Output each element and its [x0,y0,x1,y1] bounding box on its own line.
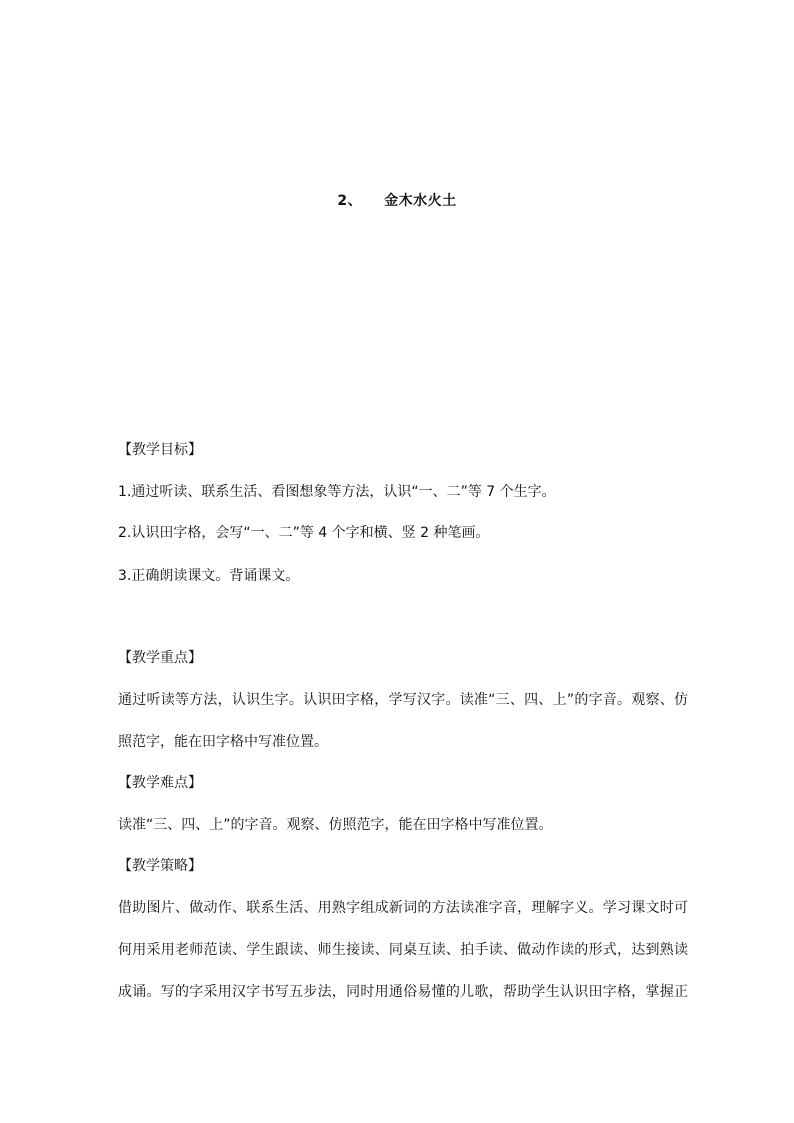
difficulties-heading: 【教学难点】 [118,775,202,791]
lesson-title [0,190,794,210]
lesson-name: 金木水火土 [384,193,457,209]
lesson-number: 2、 [337,193,363,209]
difficulties-line-1: 读准“三、四、上”的字音。观察、仿照范字，能在田字格中写准位置。 [118,817,553,833]
strategy-line-1: 借助图片、做动作、联系生活、用熟字组成新词的方法读准字音，理解字义。学习课文时可 [118,900,688,916]
objective-item-3: 3.正确朗读课文。背诵课文。 [118,568,300,584]
key-points-line-1: 通过听读等方法，认识生字。认识田字格，学写汉字。读准“三、四、上”的字音。观察、仿 [118,692,688,708]
objective-item-2: 2.认识田字格，会写“一、二”等 4 个字和横、竖 2 种笔画。 [118,525,490,541]
objectives-heading: 【教学目标】 [118,442,202,458]
key-points-line-2: 照范字，能在田字格中写准位置。 [118,734,328,750]
objective-item-1: 1.通过听读、联系生活、看图想象等方法，认识“一、二”等 7 个生字。 [118,484,556,500]
strategy-heading: 【教学策略】 [118,858,202,874]
strategy-line-2: 何用采用老师范读、学生跟读、师生接读、同桌互读、拍手读、做动作读的形式，达到熟读 [118,942,688,958]
key-points-heading: 【教学重点】 [118,650,202,666]
strategy-line-3: 成诵。写的字采用汉字书写五步法，同时用通俗易懂的儿歌，帮助学生认识田字格，掌握正 [118,984,688,1000]
